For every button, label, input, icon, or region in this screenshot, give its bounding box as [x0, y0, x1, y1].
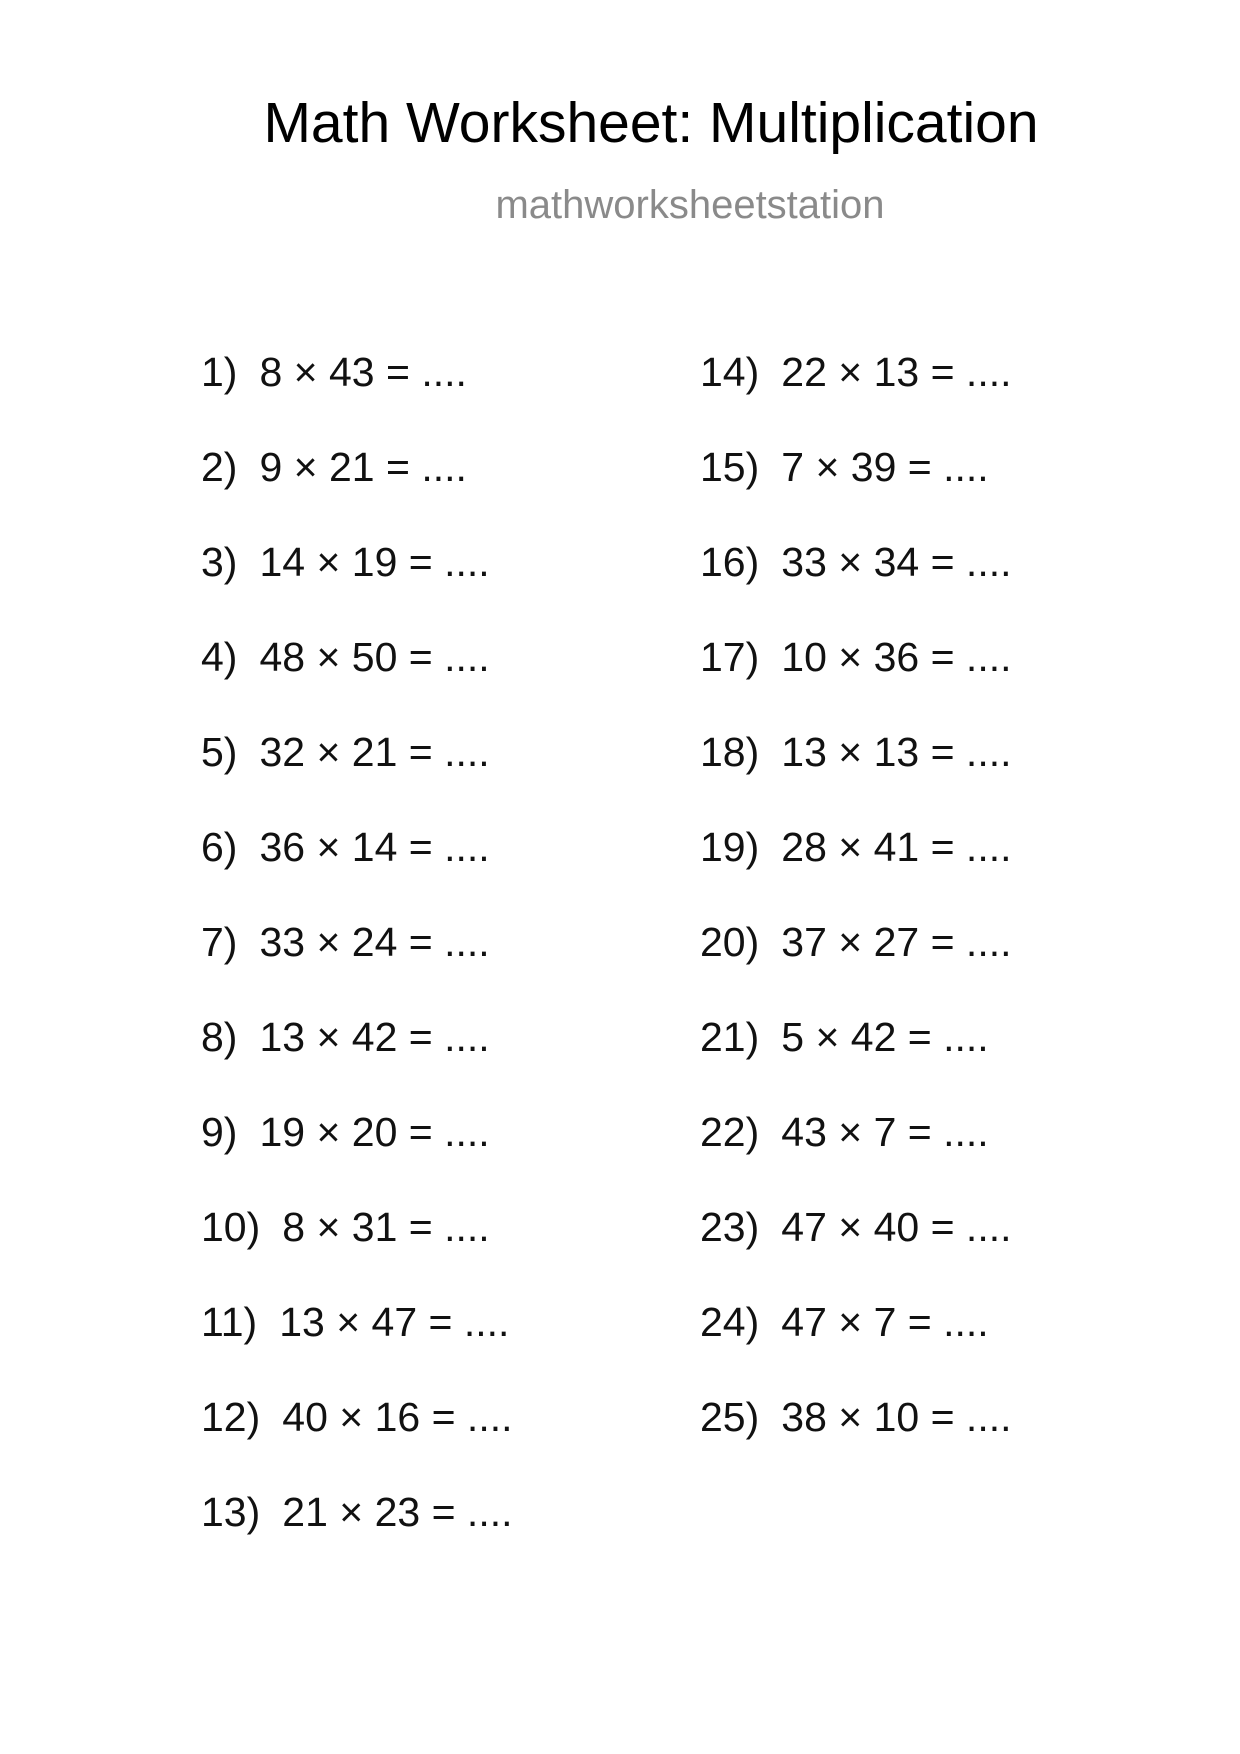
problem-number: 24) — [700, 1299, 760, 1345]
problem-item — [201, 1109, 513, 1207]
problem-item — [700, 1394, 1012, 1492]
problem-number: 22) — [700, 1109, 760, 1155]
problem-number: 12) — [201, 1394, 261, 1440]
problem-expression: 13 × 42 = .... — [259, 1014, 490, 1060]
problem-number: 18) — [700, 729, 760, 775]
problem-number: 8) — [201, 1014, 238, 1060]
problem-number: 1) — [201, 349, 238, 395]
problem-number: 4) — [201, 634, 238, 680]
problem-item — [201, 634, 513, 732]
problem-item — [201, 919, 513, 1017]
problem-number: 6) — [201, 824, 238, 870]
problem-item — [201, 824, 513, 922]
problem-number: 7) — [201, 919, 238, 965]
problem-expression: 8 × 31 = .... — [282, 1204, 490, 1250]
problem-item — [201, 1394, 513, 1492]
problems-column-left — [201, 349, 513, 1587]
problem-number: 9) — [201, 1109, 238, 1155]
page-title: Math Worksheet: Multiplication — [263, 91, 1039, 155]
problem-expression: 14 × 19 = .... — [259, 539, 490, 585]
problem-item — [700, 444, 1012, 542]
problem-number: 15) — [700, 444, 760, 490]
problem-expression: 13 × 47 = .... — [279, 1299, 510, 1345]
problem-item — [201, 349, 513, 447]
problem-number: 13) — [201, 1489, 261, 1535]
problems-column-right — [700, 349, 1012, 1492]
problem-expression: 22 × 13 = .... — [781, 349, 1012, 395]
problem-number: 21) — [700, 1014, 760, 1060]
problem-number: 25) — [700, 1394, 760, 1440]
problem-item — [700, 349, 1012, 447]
problem-expression: 33 × 24 = .... — [259, 919, 490, 965]
problem-expression: 13 × 13 = .... — [781, 729, 1012, 775]
problem-number: 5) — [201, 729, 238, 775]
problem-number: 23) — [700, 1204, 760, 1250]
problem-expression: 7 × 39 = .... — [781, 444, 989, 490]
problem-expression: 38 × 10 = .... — [781, 1394, 1012, 1440]
problem-expression: 40 × 16 = .... — [282, 1394, 513, 1440]
problem-item — [201, 539, 513, 637]
problem-expression: 10 × 36 = .... — [781, 634, 1012, 680]
problem-item — [201, 1489, 513, 1587]
problem-number: 2) — [201, 444, 238, 490]
problem-number: 11) — [201, 1299, 258, 1345]
problem-expression: 9 × 21 = .... — [259, 444, 467, 490]
problem-expression: 36 × 14 = .... — [259, 824, 490, 870]
problem-expression: 47 × 40 = .... — [781, 1204, 1012, 1250]
problem-item — [700, 1109, 1012, 1207]
problem-item — [201, 444, 513, 542]
problem-item — [700, 1299, 1012, 1397]
problem-number: 19) — [700, 824, 760, 870]
problem-number: 10) — [201, 1204, 261, 1250]
problem-expression: 19 × 20 = .... — [259, 1109, 490, 1155]
problem-expression: 8 × 43 = .... — [259, 349, 467, 395]
problem-number: 20) — [700, 919, 760, 965]
problem-number: 14) — [700, 349, 760, 395]
problem-expression: 32 × 21 = .... — [259, 729, 490, 775]
problem-expression: 5 × 42 = .... — [781, 1014, 989, 1060]
problem-item — [201, 1204, 513, 1302]
problem-expression: 47 × 7 = .... — [781, 1299, 989, 1345]
problem-item — [700, 634, 1012, 732]
problem-item — [201, 1014, 513, 1112]
problem-item — [700, 1014, 1012, 1112]
problem-number: 3) — [201, 539, 238, 585]
problem-item — [700, 824, 1012, 922]
problem-expression: 28 × 41 = .... — [781, 824, 1012, 870]
problem-item — [700, 539, 1012, 637]
problem-expression: 43 × 7 = .... — [781, 1109, 989, 1155]
problem-item — [201, 729, 513, 827]
problem-item — [700, 919, 1012, 1017]
problem-expression: 21 × 23 = .... — [282, 1489, 513, 1535]
problem-expression: 33 × 34 = .... — [781, 539, 1012, 585]
page-subtitle: mathworksheetstation — [495, 183, 885, 227]
problem-number: 17) — [700, 634, 760, 680]
problem-expression: 48 × 50 = .... — [259, 634, 490, 680]
problem-item — [700, 729, 1012, 827]
problem-item — [201, 1299, 513, 1397]
problem-number: 16) — [700, 539, 760, 585]
problem-item — [700, 1204, 1012, 1302]
problem-expression: 37 × 27 = .... — [781, 919, 1012, 965]
